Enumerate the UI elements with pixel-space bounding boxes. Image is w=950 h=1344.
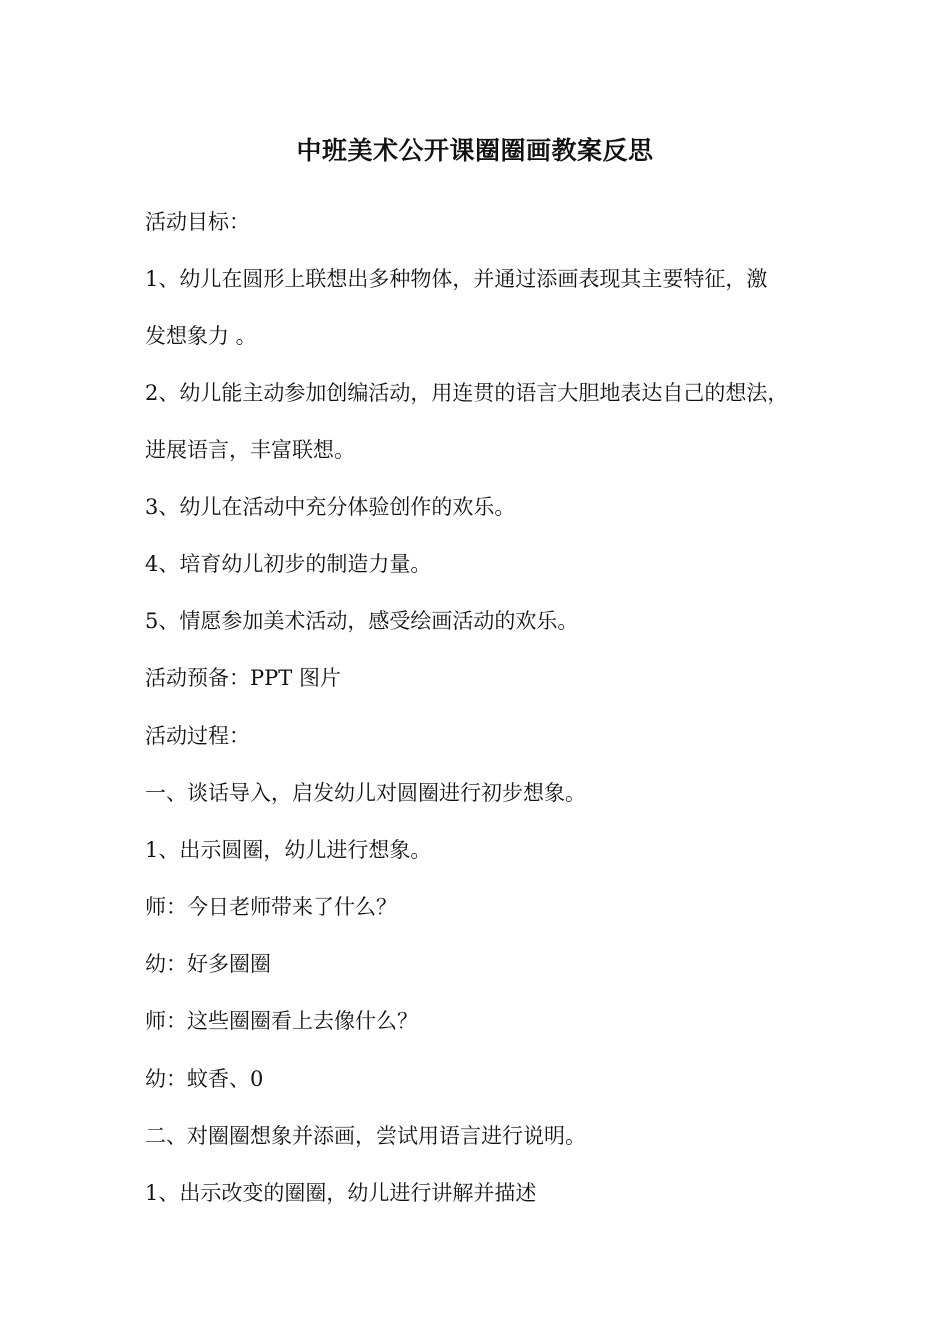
document-title: 中班美术公开课圈圈画教案反思 bbox=[296, 136, 654, 165]
text-line: 一、谈话导入，启发幼儿对圆圈进行初步想象。 bbox=[145, 781, 586, 805]
text-line: 进展语言，丰富联想。 bbox=[145, 438, 355, 462]
text-line: 师：今日老师带来了什么？ bbox=[145, 895, 397, 919]
text-line: 2、幼儿能主动参加创编活动，用连贯的语言大胆地表达自己的想法， bbox=[145, 381, 789, 405]
text-line: 3、幼儿在活动中充分体验创作的欢乐。 bbox=[145, 495, 516, 519]
text-line: 1、出示圆圈，幼儿进行想象。 bbox=[145, 838, 432, 862]
text-line: 活动预备：PPT 图片 bbox=[145, 666, 341, 690]
text-line: 幼：好多圈圈 bbox=[145, 952, 271, 976]
text-line: 师：这些圈圈看上去像什么？ bbox=[145, 1009, 418, 1033]
text-line: 活动过程： bbox=[145, 724, 250, 748]
text-line: 4、培育幼儿初步的制造力量。 bbox=[145, 552, 432, 576]
text-line: 1、幼儿在圆形上联想出多种物体，并通过添画表现其主要特征，激 bbox=[145, 267, 768, 291]
text-line: 二、对圈圈想象并添画，尝试用语言进行说明。 bbox=[145, 1124, 586, 1148]
text-line: 活动目标： bbox=[145, 210, 250, 234]
text-line: 1、出示改变的圈圈，幼儿进行讲解并描述 bbox=[145, 1181, 537, 1205]
text-line: 5、情愿参加美术活动，感受绘画活动的欢乐。 bbox=[145, 609, 579, 633]
text-line: 发想象力 。 bbox=[145, 324, 257, 348]
text-line: 幼：蚊香、0 bbox=[145, 1067, 264, 1091]
